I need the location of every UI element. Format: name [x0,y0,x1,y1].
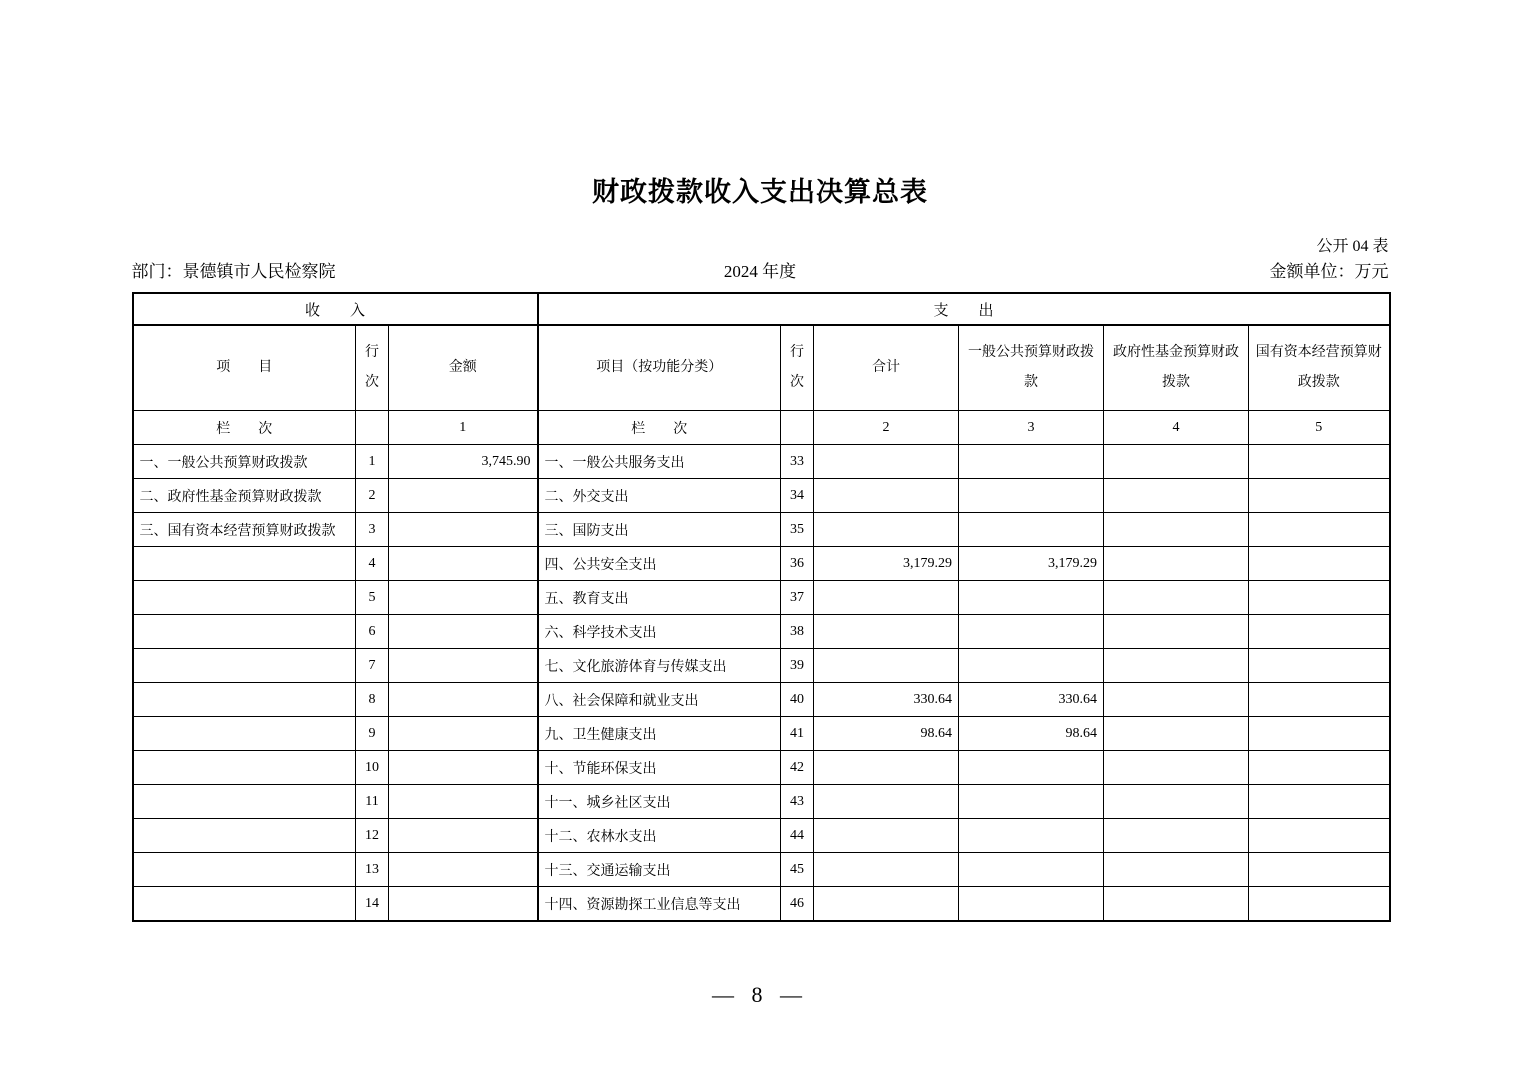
expense-row-no-header: 行次 [781,325,814,411]
total-cell [814,615,959,649]
income-rowno-cell: 9 [356,717,389,751]
gov-fund-cell [1104,445,1249,479]
table-row [133,717,1390,751]
income-amount-cell: 3,745.90 [389,445,538,479]
section-header-row [133,293,1390,325]
gov-fund-cell [1104,887,1249,922]
general-budget-cell [959,751,1104,785]
expense-rowno-cell: 42 [781,751,814,785]
gov-fund-header: 政府性基金预算财政拨款 [1104,325,1249,411]
income-item-header: 项 目 [133,325,356,411]
income-item-cell [133,751,356,785]
expense-item-cell: 一、一般公共服务支出 [538,445,781,479]
income-amount-cell [389,547,538,581]
total-cell [814,513,959,547]
total-cell: 3,179.29 [814,547,959,581]
income-rowno-cell: 13 [356,853,389,887]
income-rowno-cell: 11 [356,785,389,819]
income-amount-cell [389,683,538,717]
table-row [133,615,1390,649]
total-cell [814,445,959,479]
income-item-cell [133,853,356,887]
gov-fund-cell [1104,581,1249,615]
total-cell [814,819,959,853]
income-rowno-cell: 5 [356,581,389,615]
income-item-cell: 二、政府性基金预算财政拨款 [133,479,356,513]
table-row [133,853,1390,887]
general-budget-cell [959,785,1104,819]
income-item-cell [133,615,356,649]
expense-item-cell: 七、文化旅游体育与传媒支出 [538,649,781,683]
income-rowno-cell: 7 [356,649,389,683]
total-cell [814,649,959,683]
total-cell [814,479,959,513]
expense-rowno-cell: 41 [781,717,814,751]
expense-rowno-cell: 35 [781,513,814,547]
income-item-cell [133,887,356,922]
amount-index: 1 [389,411,538,445]
expense-rowno-cell: 38 [781,615,814,649]
page-number: — 8 — [712,982,808,1007]
gov-fund-cell [1104,717,1249,751]
expense-item-cell: 四、公共安全支出 [538,547,781,581]
state-capital-cell [1249,479,1390,513]
expense-rowno-cell: 33 [781,445,814,479]
income-rowno-cell: 8 [356,683,389,717]
state-capital-cell [1249,717,1390,751]
expense-item-cell: 十二、农林水支出 [538,819,781,853]
income-item-cell [133,819,356,853]
expense-rowno-cell: 34 [781,479,814,513]
table-row [133,649,1390,683]
expense-item-cell: 九、卫生健康支出 [538,717,781,751]
expense-rowno-cell: 44 [781,819,814,853]
table-row [133,547,1390,581]
income-amount-cell [389,751,538,785]
amount-header: 金额 [389,325,538,411]
income-item-cell [133,683,356,717]
state-capital-cell [1249,513,1390,547]
income-item-cell [133,649,356,683]
total-cell: 98.64 [814,717,959,751]
income-amount-cell [389,819,538,853]
table-row [133,479,1390,513]
total-header: 合计 [814,325,959,411]
income-item-cell: 三、国有资本经营预算财政拨款 [133,513,356,547]
state-capital-cell [1249,751,1390,785]
income-amount-cell [389,853,538,887]
expense-item-cell: 二、外交支出 [538,479,781,513]
state-capital-cell [1249,887,1390,922]
income-rowno-index [356,411,389,445]
table-row [133,683,1390,717]
state-capital-cell [1249,819,1390,853]
income-rowno-cell: 2 [356,479,389,513]
income-rowno-cell: 14 [356,887,389,922]
income-amount-cell [389,785,538,819]
general-budget-cell: 98.64 [959,717,1104,751]
table-row [133,887,1390,922]
gov-fund-cell [1104,785,1249,819]
table-row [133,819,1390,853]
income-amount-cell [389,513,538,547]
gov-fund-cell [1104,853,1249,887]
income-index-label: 栏 次 [133,411,356,445]
expense-rowno-cell: 39 [781,649,814,683]
state-capital-index: 5 [1249,411,1390,445]
expense-rowno-cell: 43 [781,785,814,819]
expense-item-cell: 八、社会保障和就业支出 [538,683,781,717]
expense-item-header: 项目（按功能分类） [538,325,781,411]
income-item-cell [133,717,356,751]
gov-fund-index: 4 [1104,411,1249,445]
page-content [132,0,1389,1008]
fiscal-appropriation-table [132,292,1391,922]
expense-item-cell: 六、科学技术支出 [538,615,781,649]
state-capital-cell [1249,683,1390,717]
expense-section-header: 支 出 [538,293,1390,325]
page-title: 财政拨款收入支出决算总表 [592,177,928,207]
column-index-row [133,411,1390,445]
income-rowno-cell: 4 [356,547,389,581]
state-capital-header: 国有资本经营预算财政拨款 [1249,325,1390,411]
state-capital-cell [1249,785,1390,819]
income-item-cell: 一、一般公共预算财政拨款 [133,445,356,479]
state-capital-cell [1249,547,1390,581]
table-row [133,751,1390,785]
table-row [133,785,1390,819]
state-capital-cell [1249,581,1390,615]
column-header-row [133,325,1390,411]
income-amount-cell [389,649,538,683]
general-budget-cell: 3,179.29 [959,547,1104,581]
general-budget-cell [959,581,1104,615]
department-label: 部门：景德镇市人民检察院 [131,262,336,281]
expense-item-cell: 十三、交通运输支出 [538,853,781,887]
income-amount-cell [389,887,538,922]
expense-rowno-index [781,411,814,445]
income-amount-cell [389,615,538,649]
general-budget-index: 3 [959,411,1104,445]
income-rowno-cell: 3 [356,513,389,547]
gov-fund-cell [1104,615,1249,649]
amount-unit-label: 金额单位：万元 [1269,262,1389,281]
expense-rowno-cell: 37 [781,581,814,615]
income-item-cell [133,547,356,581]
gov-fund-cell [1104,513,1249,547]
income-rowno-cell: 12 [356,819,389,853]
meta-row [132,257,1389,279]
expense-rowno-cell: 40 [781,683,814,717]
total-cell [814,853,959,887]
income-rowno-cell: 6 [356,615,389,649]
general-budget-cell [959,853,1104,887]
total-cell [814,751,959,785]
total-cell [814,581,959,615]
general-budget-cell [959,887,1104,922]
expense-rowno-cell: 46 [781,887,814,922]
expense-item-cell: 十一、城乡社区支出 [538,785,781,819]
gov-fund-cell [1104,649,1249,683]
gov-fund-cell [1104,751,1249,785]
state-capital-cell [1249,615,1390,649]
fiscal-year-label: 2024 年度 [723,262,797,281]
expense-item-cell: 三、国防支出 [538,513,781,547]
income-amount-cell [389,581,538,615]
income-section-header: 收 入 [133,293,538,325]
state-capital-cell [1249,649,1390,683]
expense-rowno-cell: 45 [781,853,814,887]
total-index: 2 [814,411,959,445]
gov-fund-cell [1104,547,1249,581]
general-budget-cell [959,819,1104,853]
general-budget-cell [959,615,1104,649]
income-rowno-cell: 1 [356,445,389,479]
income-item-cell [133,785,356,819]
state-capital-cell [1249,445,1390,479]
income-row-no-header: 行次 [356,325,389,411]
table-row [133,581,1390,615]
general-budget-cell [959,513,1104,547]
table-row [133,445,1390,479]
expense-item-cell: 十、节能环保支出 [538,751,781,785]
general-budget-cell [959,649,1104,683]
expense-rowno-cell: 36 [781,547,814,581]
table-row [133,513,1390,547]
table-code-label: 公开 04 表 [1316,238,1389,255]
total-cell: 330.64 [814,683,959,717]
table-body [133,445,1390,922]
income-amount-cell [389,717,538,751]
expense-item-cell: 五、教育支出 [538,581,781,615]
expense-index-label: 栏 次 [538,411,781,445]
gov-fund-cell [1104,479,1249,513]
income-item-cell [133,581,356,615]
total-cell [814,887,959,922]
gov-fund-cell [1104,819,1249,853]
general-budget-cell [959,479,1104,513]
income-amount-cell [389,479,538,513]
general-budget-cell [959,445,1104,479]
total-cell [814,785,959,819]
gov-fund-cell [1104,683,1249,717]
state-capital-cell [1249,853,1390,887]
general-budget-header: 一般公共预算财政拨款 [959,325,1104,411]
general-budget-cell: 330.64 [959,683,1104,717]
income-rowno-cell: 10 [356,751,389,785]
expense-item-cell: 十四、资源勘探工业信息等支出 [538,887,781,922]
